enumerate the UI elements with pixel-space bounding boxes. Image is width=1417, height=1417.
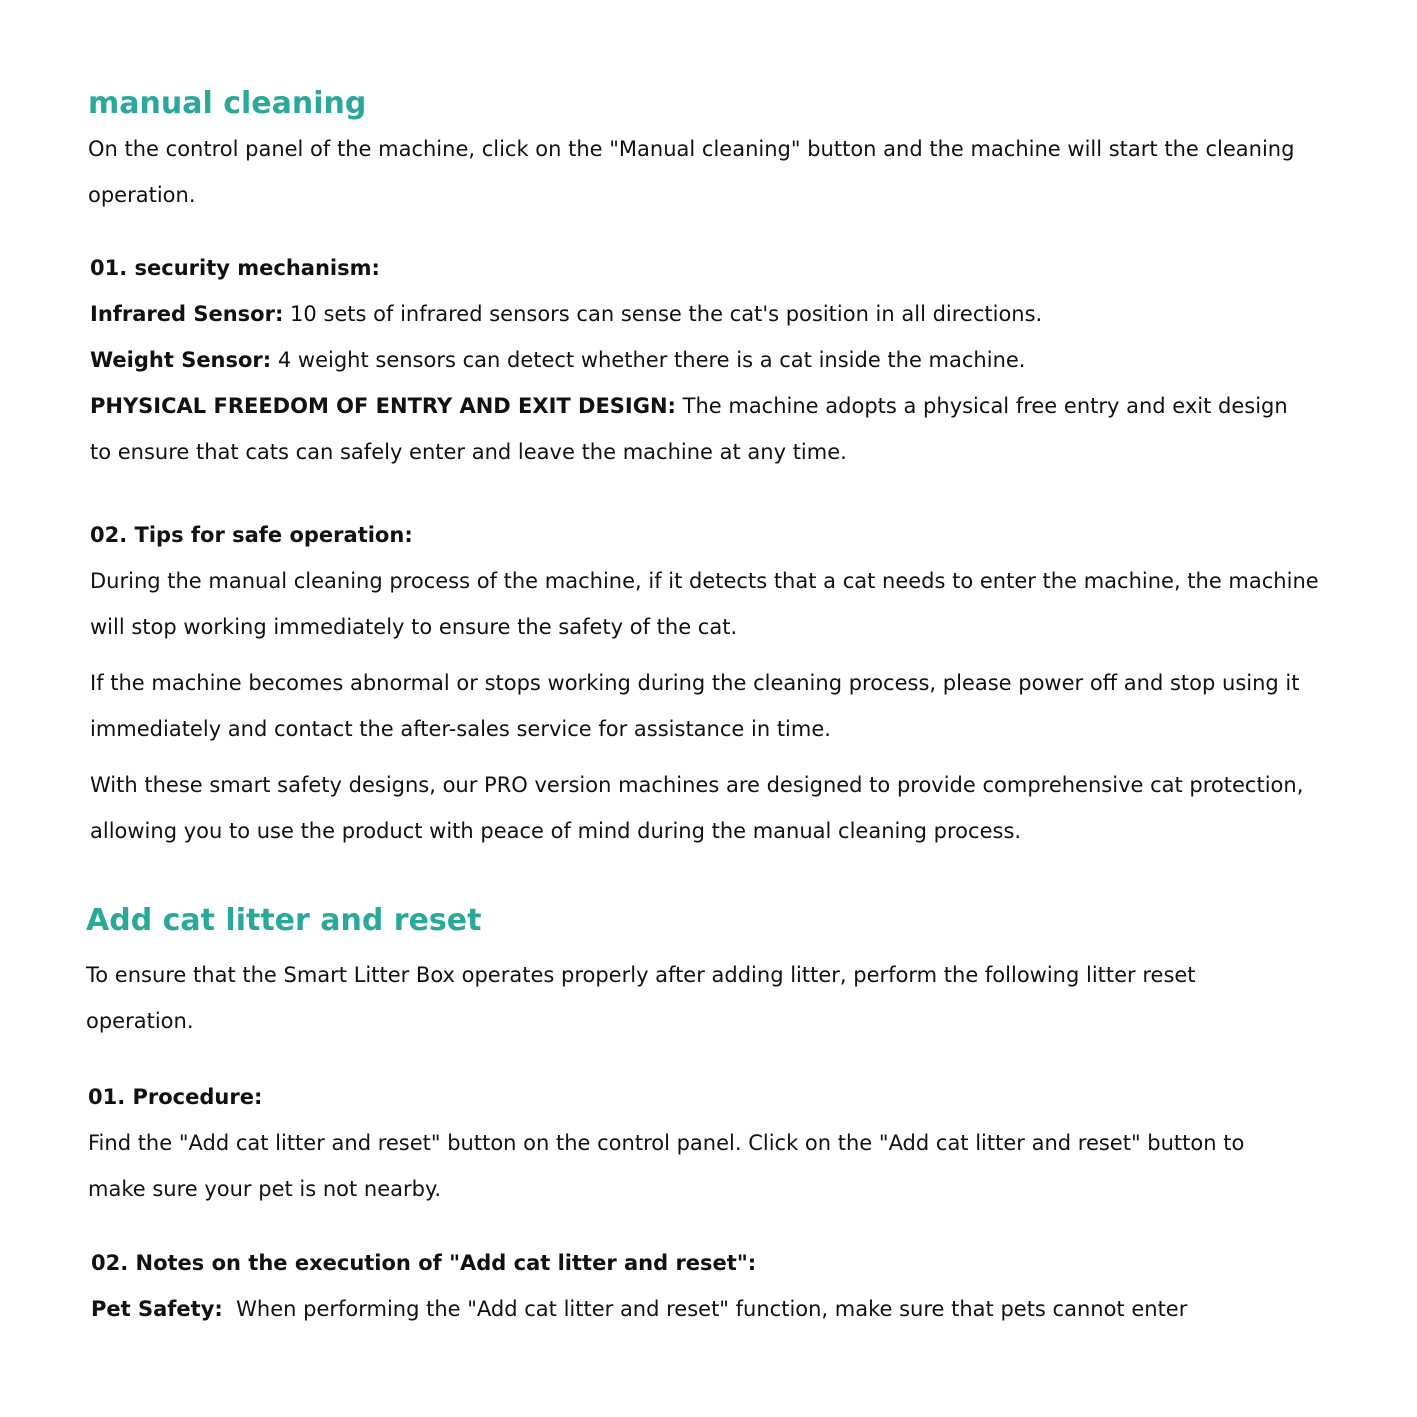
weight-sensor-line bbox=[90, 337, 1330, 383]
physical-freedom-label: PHYSICAL FREEDOM OF ENTRY AND EXIT DESIGN: bbox=[90, 394, 676, 418]
weight-sensor-text: 4 weight sensors can detect whether there is a cat inside the machine. bbox=[271, 348, 1026, 372]
security-mechanism-title: 01. security mechanism: bbox=[90, 256, 380, 280]
execution-notes-title: 02. Notes on the execution of "Add cat litter and reset": bbox=[91, 1251, 757, 1275]
procedure-title: 01. Procedure: bbox=[88, 1085, 263, 1109]
pet-safety-text: When performing the "Add cat litter and reset" function, make sure that pets cannot enter bbox=[222, 1297, 1188, 1321]
safe-operation-paragraph-2: If the machine becomes abnormal or stops working during the cleaning process, please power off and stop using it immediately and contact the after-sales service for assistance in time. bbox=[90, 671, 1300, 741]
safe-operation-paragraph-3: With these smart safety designs, our PRO version machines are designed to provide comprehensive cat protection, allowing you to use the product with peace of mind during the manual cleaning process. bbox=[90, 773, 1304, 843]
infrared-sensor-text: 10 sets of infrared sensors can sense the cat's position in all directions. bbox=[283, 302, 1043, 326]
safe-operation-title: 02. Tips for safe operation: bbox=[90, 523, 413, 547]
safe-operation-paragraph-1: During the manual cleaning process of the machine, if it detects that a cat needs to enter the machine, the machine will stop working immediately to ensure the safety of the cat. bbox=[90, 569, 1319, 639]
infrared-sensor-line bbox=[90, 291, 1330, 337]
weight-sensor-label: Weight Sensor: bbox=[90, 348, 272, 372]
manual-cleaning-intro: On the control panel of the machine, click on the "Manual cleaning" button and the machine will start the cleaning operation. bbox=[88, 137, 1295, 207]
pet-safety-label: Pet Safety: bbox=[91, 1297, 223, 1321]
infrared-sensor-label: Infrared Sensor: bbox=[90, 302, 284, 326]
physical-freedom-text: The machine adopts a physical free entry and exit design to ensure that cats can safely enter and leave the machine at any time. bbox=[90, 394, 1288, 464]
section-title-manual-cleaning: manual cleaning bbox=[88, 86, 367, 121]
pet-safety-line bbox=[91, 1286, 1391, 1332]
section-title-add-litter-reset: Add cat litter and reset bbox=[86, 903, 482, 938]
add-litter-intro: To ensure that the Smart Litter Box operates properly after adding litter, perform the following litter reset operation. bbox=[86, 963, 1196, 1033]
physical-freedom-paragraph bbox=[90, 383, 1290, 475]
procedure-paragraph: Find the "Add cat litter and reset" button on the control panel. Click on the "Add cat litter and reset" button to make sure your pet is not nearby. bbox=[88, 1131, 1245, 1201]
